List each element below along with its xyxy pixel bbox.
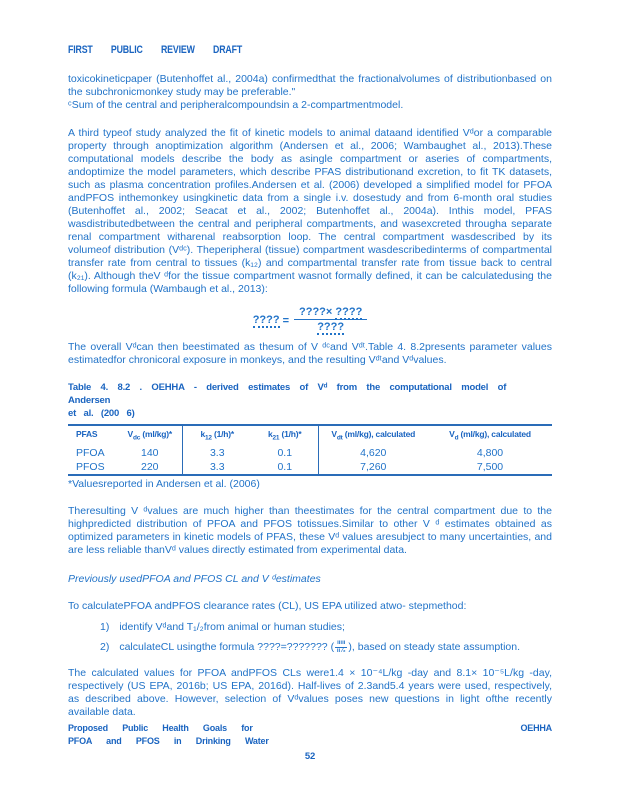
list-number-1: 1)	[100, 620, 110, 633]
list-item-2-text: calculateCL usingthe formula ????=??????? ( $\frac{\text{ııııı}}{\text{ıı ⁄₂}}$ ), based on steady state assumption.	[119, 639, 521, 654]
paragraph-kinetic-models: A third typeof study analyzed the fit of kinetic models to animal dataand identified Vᵈor a comparable property through anoptimization algorithm (Andersen et al., 2006; Wambaughet al., 2013).These computational models describe the body as asingle compartment or aseries of compartments, andoptimize the model parameters, which describe PFAS distributionand excretion, to fit TK datasets, such as plasma concentration profiles.Andersen et al. (2006) developed a simplified model for PFOA andPFOS inthemonkey usingkinetic data from a single i.v. dosestudy and from 6-month oral studies (Butenhoffet al., 2002; Seacat et al., 2002; Butenhoffet al., 2004a). Inthis model, PFAS wasdistributedbetween the central and peripheral compartments, and wasexcreted througha separate renal compartment witharenal reabsorption loop. The central compartment wasdescribed by its volumeof distribution (Vᵈᶜ). Theperipheral (tissue) compartment wasdescribedinterms of compartmental transfer rate from central to tissues (k₁₂) and compartmental transfer rate from tissue back to central (k₂₁). Although theV ᵈfor the tissue compartment wasnot formally defined, it can be calculatedusing the following formula (Wambaugh et al., 2013):	[68, 127, 552, 295]
col-header-vdc: $V_{dc}$ (ml/kg)*	[118, 425, 182, 446]
footnote-c: ᶜSum of the central and peripheralcompoundsin a 2-compartmentmodel.	[68, 99, 404, 111]
footer-title-line2: PFOA and PFOS in Drinking Water	[68, 735, 269, 746]
footer-line-1	[68, 722, 552, 735]
table-caption-line1: Table 4. 8.2 . OEHHA - derived estimates of Vᵈ from the computational model of Andersen	[68, 382, 507, 407]
col-header-vdt-calculated: $V_{dt}$ (ml/kg), calculated	[331, 429, 416, 442]
draft-label: FIRST PUBLIC REVIEW DRAFT	[68, 44, 243, 56]
paragraph-overall-vd: The overall Vᵈcan then beestimated as thesum of V ᵈᶜand Vᵈᵗ.Table 4. 8.2presents parameter values estimatedfor chronicoral exposure in monkeys, and the resulting Vᵈᵗand Vᵈvalues.	[68, 341, 552, 367]
table-row-pfoa: PFOA 140 3.3 0.1 4,620 4,800	[76, 446, 504, 459]
paragraph-two-step: To calculatePFOA andPFOS clearance rates (CL), US EPA utilized atwo- stepmethod:	[68, 599, 467, 612]
formula-lhs: ????	[253, 314, 280, 328]
list-item-identify	[68, 621, 552, 634]
inline-formula-fraction: $\frac{\text{ııııı}}{\text{ıı ⁄₂}}$	[336, 639, 346, 654]
formula-equals: =	[282, 314, 290, 327]
formula-vd	[68, 306, 552, 335]
table-caption	[68, 381, 552, 420]
col-header-vd-calculated: $V_d$ (ml/kg), calculated	[449, 429, 531, 442]
footer-title-line1: Proposed Public Health Goals for	[68, 723, 253, 733]
list-item-1-text: identify Vᵈand T₁/₂from animal or human studies;	[119, 620, 345, 633]
formula-numerator: ????× ????	[294, 306, 367, 320]
draft-watermark-header	[68, 40, 552, 58]
col-header-k21: $k_{21}$ (1/h)*	[252, 425, 318, 446]
list-item-calculate	[68, 640, 552, 655]
paragraph-resulting-vd: Theresulting V ᵈvalues are much higher than theestimates for the central compartment due to the highpredicted distribution of PFOA and PFOS totissues.Similar to other V ᵈ estimates obtained as optimized parameters in kinetic models of PFAS, these Vᵈ values aresubject to many uncertainties, and are less reliable thanVᵈ values directly estimated from experimental data.	[68, 504, 552, 556]
parameters-table	[68, 424, 552, 476]
table-header-row	[68, 425, 552, 446]
footer-oehha: OEHHA	[520, 723, 552, 733]
paragraph-toxicokinetic: toxicokineticpaper (Butenhoffet al., 2004a) confirmedthat the fractionalvolumes of distributionbased on the subchronicmonkey study may be preferable."	[68, 73, 552, 98]
table-caption-line2: et al. (200 6)	[68, 408, 135, 420]
col-header-k12: $k_{12}$ (1/h)*	[200, 429, 235, 442]
inline-formula-cl: calculateCL usingthe formula ????=??????? (	[119, 641, 335, 654]
col-header-pfas: PFAS	[76, 429, 98, 440]
paragraph-calculated-values: The calculated values for PFOA andPFOS CLs were1.4 × 10⁻⁴L/kg -day and 8.1× 10⁻⁵L/kg -day, respectively (US EPA, 2016b; US EPA, 2016d). Half-lives of 2.3and5.4 years were used, respectively, as described above. However, selection of Vᵈvalues poses new questions in light ofthe recently available data.	[68, 666, 552, 718]
table-footnote: *Valuesreported in Andersen et al. (2006)	[68, 477, 260, 490]
page-number: 52	[304, 751, 316, 762]
page-footer	[68, 722, 552, 747]
two-step-list	[68, 621, 552, 655]
footer-line-2	[68, 735, 552, 748]
heading-previous-estimates: Previously usedPFOA and PFOS CL and V ᵈestimates	[68, 572, 321, 585]
formula-denominator: ????	[317, 320, 344, 335]
list-number-2: 2)	[100, 640, 110, 653]
table-row-pfos: PFOS 220 3.3 0.1 7,260 7,500	[76, 460, 504, 473]
formula-fraction	[294, 306, 367, 335]
